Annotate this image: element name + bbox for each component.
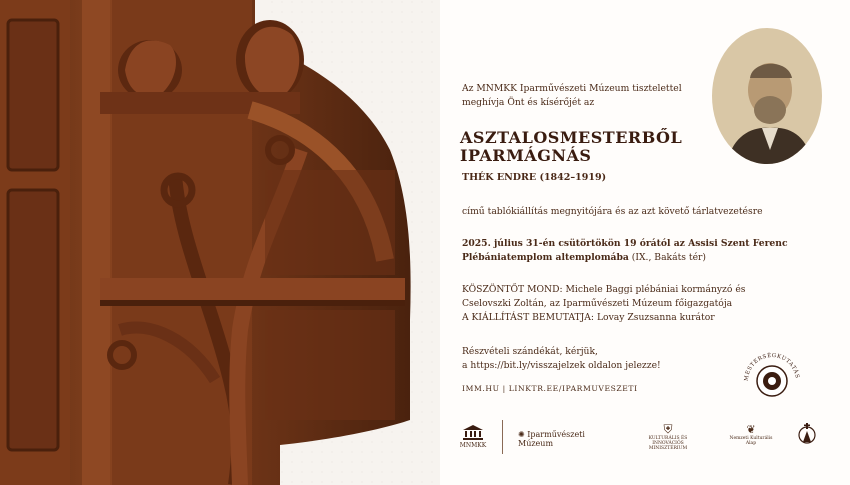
date-line-1: 2025. július 31-én csütörtökön 19 órától az Assisi Szent Ferenc: [462, 238, 788, 249]
welcome-speaker: Michele Baggi plébániai kormányzó és: [562, 284, 746, 295]
welcome-line-2: Cselovszki Zoltán, az Iparművészeti Múzeum főigazgatója: [462, 298, 733, 309]
mnmkk-label: MNMKK: [459, 442, 487, 449]
church-logo: [795, 422, 819, 450]
intro-text: [462, 82, 682, 110]
building-icon: [462, 424, 484, 440]
mnmkk-logo: [458, 424, 488, 449]
mestersegkutatas-seal: [740, 345, 804, 409]
ministry-label: KULTURÁLIS ÉS INNOVÁCIÓS MINISZTÉRIUM: [648, 436, 688, 451]
church-emblem-icon: [798, 422, 816, 448]
exhibition-subtitle: THÉK ENDRE (1842–1919): [462, 172, 607, 183]
presenter-line: [462, 311, 715, 325]
kulturalis-alap-logo: [726, 424, 776, 446]
venue-address: (IX., Bakáts tér): [628, 252, 707, 263]
tree-icon: ❦: [746, 423, 756, 436]
rsvp-line-2[interactable]: a https://bit.ly/visszajelzek oldalon jelezze!: [462, 360, 661, 371]
website-links[interactable]: IMM.HU | LINKTR.EE/IPARMUVESZETI: [462, 384, 638, 393]
presenter-label: A KIÁLLÍTÁST BEMUTATJA:: [462, 312, 595, 323]
sun-icon: ✺: [518, 430, 525, 439]
sponsor-logos: [440, 420, 850, 460]
rsvp-line-1: Részvételi szándékát, kérjük,: [462, 346, 598, 357]
intro-line-1: Az MNMKK Iparművészeti Múzeum tisztelettel: [462, 83, 682, 94]
invitation-text-panel: [440, 0, 850, 485]
seal-text: MESTERSÉGKUTATÁS: [743, 352, 800, 382]
kulturalis-label: Nemzeti Kulturális Alap: [729, 436, 773, 446]
ministry-logo: [640, 422, 696, 451]
museum-logo: [518, 430, 618, 448]
portrait-photo: [712, 28, 822, 164]
museum-label: Iparművészeti Múzeum: [518, 430, 585, 448]
intro-line-2: meghívja Önt és kísérőjét az: [462, 97, 595, 108]
event-line: című tablókiállítás megnyitójára és az azt követő tárlatvezetésre: [462, 206, 763, 217]
title-line-1: ASZTALOSMESTERBŐL: [460, 128, 683, 147]
exhibition-title: [460, 129, 682, 165]
welcome-line-1: [462, 283, 746, 297]
date-line-2: [462, 251, 706, 265]
presenter-name: Lovay Zsuzsanna kurátor: [594, 312, 715, 323]
welcome-label: KÖSZÖNTŐT MOND:: [462, 284, 563, 295]
title-line-2: IPARMÁGNÁS: [460, 146, 592, 165]
coat-of-arms-icon: ⛨: [663, 422, 673, 436]
logo-divider: [502, 420, 503, 454]
venue-name: Plébániatemplom altemplomába: [462, 252, 629, 263]
